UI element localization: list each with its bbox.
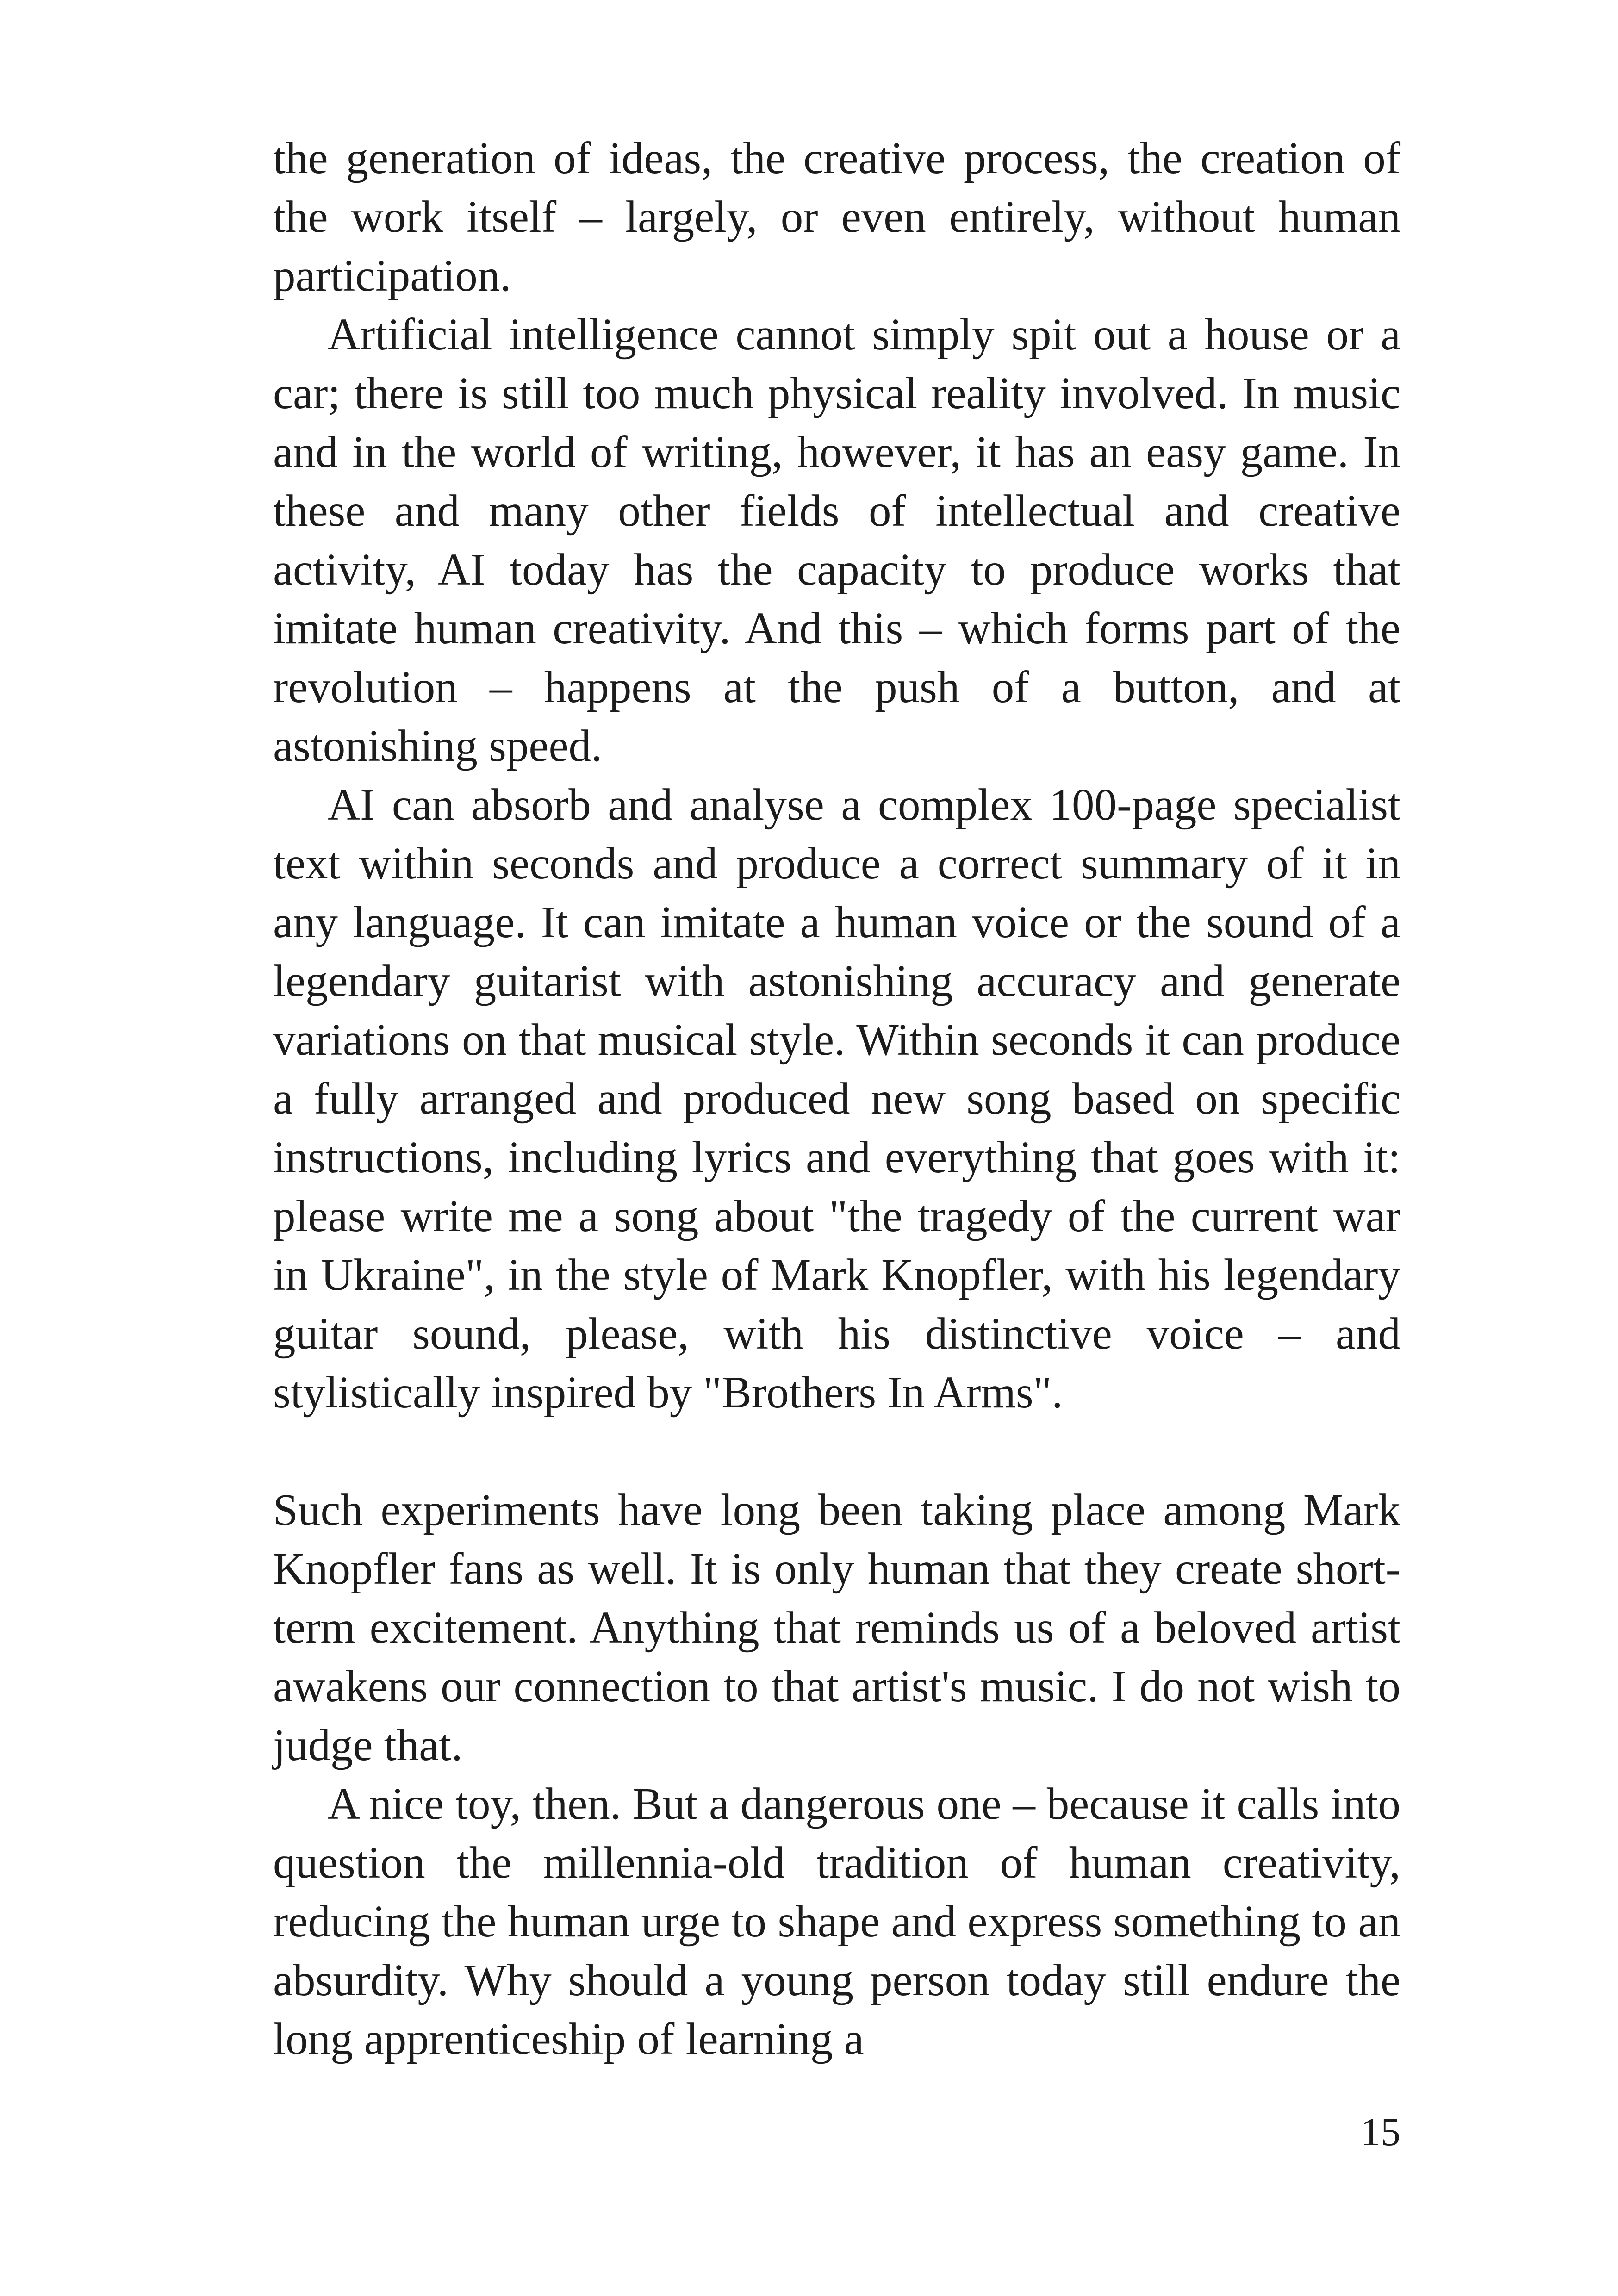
paragraph: AI can absorb and analyse a complex 100-page specialist text within seconds and produce a correct summary of it in any language. It can imitate a human voice or the sound of a legendary guitarist with astonishing accuracy and generate variations on that musical style. Within seconds it can produce a fully arranged and produced new song based on specific instructions, including lyrics and everything that goes with it: please write me a song about "the tragedy of the current war in Ukraine", in the style of Mark Knopfler, with his legendary guitar sound, please, with his distinctive voice – and stylistically inspired by "Brothers In Arms". — [273, 780, 1400, 1417]
paragraph: Such experiments have long been taking place among Mark Knopfler fans as well. It is only human that they create short-term excitement. Anything that reminds us of a beloved artist awakens our connection to that artist's music. I do not wish to judge that. — [273, 1485, 1400, 1770]
body-text — [273, 129, 1400, 2068]
paragraph: the generation of ideas, the creative process, the creation of the work itself – largely, or even entirely, without human participation. — [273, 133, 1400, 300]
page-number: 15 — [1361, 2109, 1400, 2154]
paragraph: Artificial intelligence cannot simply spit out a house or a car; there is still too much physical reality involved. In music and in the world of writing, however, it has an easy game. In these and many other fields of intellectual and creative activity, AI today has the capacity to produce works that imitate human creativity. And this – which forms part of the revolution – happens at the push of a button, and at astonishing speed. — [273, 310, 1400, 771]
paragraph: A nice toy, then. But a dangerous one – because it calls into question the millennia-old tradition of human creativity, reducing the human urge to shape and express something to an absurdity. Why should a young person today still endure the long apprenticeship of learning a — [273, 1779, 1400, 2064]
